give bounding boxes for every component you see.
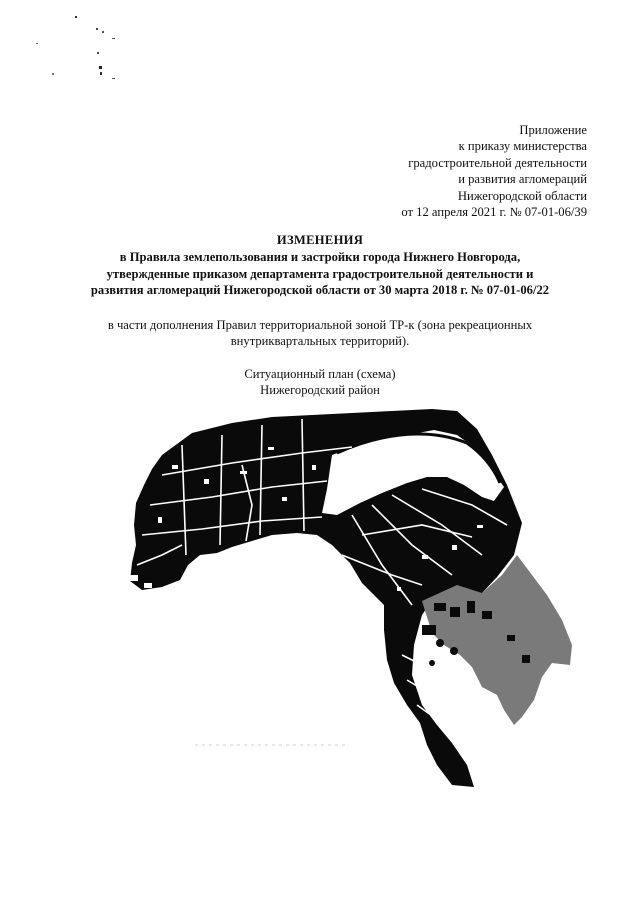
appendix-header	[287, 122, 587, 220]
faint-scan-line	[195, 744, 345, 746]
appendix-line: Приложение	[519, 123, 587, 137]
appendix-line: к приказу министерства	[458, 139, 587, 154]
plan-caption	[210, 366, 430, 399]
scan-specks	[0, 0, 140, 90]
situational-map	[122, 405, 582, 790]
plan-caption-title: Ситуационный план (схема)	[244, 367, 396, 381]
scope-line: внутриквартальных территорий).	[230, 334, 410, 349]
document-title-block	[40, 232, 600, 299]
plan-caption-district: Нижегородский район	[260, 383, 380, 398]
scope-paragraph	[40, 317, 600, 350]
document-title: ИЗМЕНЕНИЯ	[276, 233, 364, 247]
appendix-line: и развития агломераций	[458, 172, 587, 187]
scope-line: в части дополнения Правил территориальной зоной ТР-к (зона рекреационных	[107, 318, 533, 332]
appendix-line: от 12 апреля 2021 г. № 07-01-06/39	[401, 205, 587, 220]
document-subtitle-line: в Правила землепользования и застройки города Нижнего Новгорода,	[119, 249, 521, 264]
document-subtitle-line: развития агломераций Нижегородской области от 30 марта 2018 г. № 07-01-06/22	[90, 283, 550, 298]
document-subtitle-line: утвержденные приказом департамента градостроительной деятельности и	[106, 266, 534, 281]
appendix-line: градостроительной деятельности	[408, 155, 587, 170]
appendix-line: Нижегородской области	[457, 188, 587, 203]
